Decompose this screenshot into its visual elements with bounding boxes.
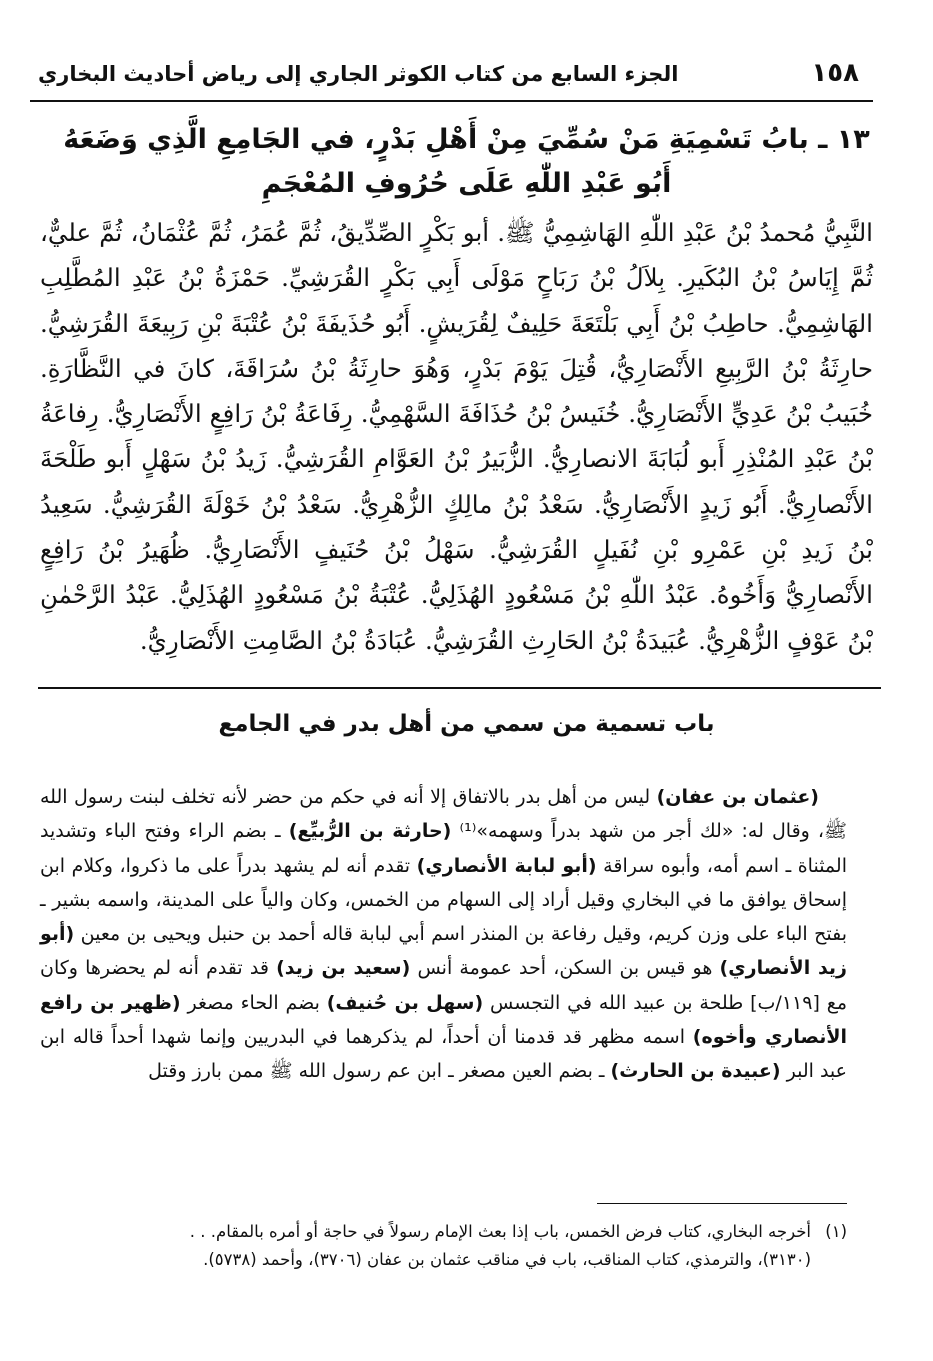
footnote-number: (١) [825, 1222, 847, 1241]
running-header [30, 52, 873, 102]
commentary-bold-term: (سعيد بن زيد) [276, 957, 411, 980]
commentary-paragraph [40, 780, 847, 1089]
section-heading: باب تسمية من سمي من أهل بدر في الجامع [218, 711, 715, 737]
commentary-bold-term: (عثمان بن عفان) [656, 786, 819, 808]
footnote-rule [597, 1203, 847, 1204]
footnote-line-1 [40, 1218, 847, 1246]
section-divider [38, 687, 881, 689]
matn-text: النَّبِيُّ مُحمدُ بْنُ عَبْدِ اللّٰهِ الهَاشِمِيُّ ﷺ. أبو بَكْرٍ الصِّدِّيقُ، ثُمَّ عُمَرُ، ثُمَّ عُثْمَانُ، ثُمَّ عليٌّ، ثُمَّ إِيَاسُ بْنُ البُكَيرِ. بِلاَلُ بْنُ رَبَاحٍ مَوْلَى أَبِي بَكْرٍ القُرَشِيِّ. حَمْزَةُ بْنُ عَبْدِ المُطَّلِبِ الهَاشِمِيُّ. حاطِبُ بْنُ أَبِي بَلْتَعَةَ حَلِيفٌ لِقُرَيشٍ. أَبُو حُذَيفَةَ بْنُ عُتْبَةَ بْنِ رَبِيعَةَ القُرَشِيُّ. حارِثَةُ بْنُ الرَّبِيعِ الأَنْصَارِيُّ، قُتِلَ يَوْمَ بَدْرٍ، وَهُوَ حارِثَةُ بْنُ سُرَاقَةَ، كانَ في النَّظَّارَةِ. خُبَيبُ بْنُ عَدِيٍّ الأَنْصَارِيُّ. خُنَيسُ بْنُ حُذَافَةَ السَّهْمِيُّ. رِفَاعَةُ بْنُ رَافِعٍ الأَنْصَارِيُّ. رِفاعَةُ بْنُ عَبْدِ المُنْذِرِ أَبو لُبَابَةَ الانصارِيُّ. الزُّبَيرُ بْنُ العَوَّامِ القُرَشِيُّ. زَيدُ بْنُ سَهْلٍ أَبو طَلْحَةَ الأَنْصارِيُّ. أَبُو زَيدٍ الأَنْصَارِيُّ. سَعْدُ بْنُ مالِكٍ الزُّهْرِيُّ. سَعْدُ بْنُ خَوْلَةَ القُرَشِيُّ. سَعِيدُ بْنُ زَيدِ بْنِ عَمْرِو بْنِ نُفَيلٍ القُرَشِيُّ. سَهْلُ بْنُ حُنَيفٍ الأَنْصَارِيُّ. ظُهَيرُ بْنُ رَافِعٍ الأَنْصارِيُّ وَأَخُوهُ. عَبْدُ اللّٰهِ بْنُ مَسْعُودٍ الهُذَلِيُّ. عُتْبَةُ بْنُ مَسْعُودٍ الهُذَلِيُّ. عَبْدُ الرَّحْمٰنِ بْنُ عَوْفٍ الزُّهْرِيُّ. عُبَيدَةُ بْنُ الحَارِثِ القُرَشِيُّ. عُبَادَةُ بْنُ الصَّامِتِ الأَنْصَارِيُّ. [40, 218, 873, 655]
commentary-bold-term: (أبو زيد الأنصاري) [40, 923, 847, 980]
commentary-bold-term: (عبيدة بن الحارث) [610, 1060, 781, 1083]
chapter-title-line-2: أَبُو عَبْدِ اللّٰهِ عَلَى حُرُوفِ المُعْجَمِ [261, 168, 672, 199]
commentary-text: ـ بضم الراء وفتح الباء وتشديد المثناة ـ اسم أمه، وأبوه سراقة [40, 820, 847, 877]
page-number: ١٥٨ [811, 58, 859, 88]
commentary-text: اسمه مظهر قد قدمنا أن أحداً، لم يذكرهما في البدريين وإنما شهدا أحداً قاله ابن عبد البر [40, 1026, 847, 1083]
chapter-heading [40, 118, 893, 206]
commentary-body [40, 780, 847, 1089]
commentary-text: ليس من أهل بدر بالاتفاق إلا أنه في حكم من حضر لأنه تخلف لبنت رسول الله ﷺ، وقال له: «لك أجر من شهد بدراً وسهمه»⁽¹⁾ [40, 786, 848, 843]
commentary-bold-term: (سهل بن حُنيف) [326, 991, 484, 1014]
commentary-text: ـ بضم العين مصغر ـ ابن عم رسول الله ﷺ ممن بارز وقتل [148, 1060, 611, 1083]
commentary-text: بضم الحاء مصغر [180, 991, 327, 1014]
book-title: الجزء السابع من كتاب الكوثر الجاري إلى رياض أحاديث البخاري [38, 62, 679, 86]
commentary-bold-term: (ظهير بن رافع الأنصاري وأخوه) [40, 991, 848, 1049]
commentary-text: قد تقدم أنه لم يحضرها وكان مع [١١٩/ب] طلحة بن عبيد الله في التجسس [40, 957, 847, 1014]
commentary-bold-term: (أبو لبابة الأنصاري) [416, 854, 597, 877]
footnote-line-2: (٣١٣٠)، والترمذي، كتاب المناقب، باب في مناقب عثمان بن عفان (٣٧٠٦)، وأحمد (٥٧٣٨). [203, 1250, 811, 1269]
commentary-text: تقدم أنه لم يشهد بدراً على ما ذكروا، وكلام ابن إسحاق يوافق ما في البخاري وقيل أراد إلى السهام من الخمس، وكان والياً على المدينة، واسمه بشير ـ بفتح الباء على وزن كريم، وقيل رفاعة بن المنذر اسم أبي لبابة قاله أحمد بن حنبل ويحيى بن معين [40, 854, 847, 946]
commentary-text: هو قيس بن السكن، أحد عمومة أنس [410, 957, 720, 980]
footnote-text-1: أخرجه البخاري، كتاب فرض الخمس، باب إذا بعث الإمام رسولاً في حاجة أو أمره بالمقام. . . [189, 1222, 811, 1241]
footnote [40, 1218, 847, 1274]
commentary-bold-term: (حارثة بن الرُّبيِّع) [288, 820, 452, 843]
chapter-title-line-1: ١٣ ـ بابُ تَسْمِيَةِ مَنْ سُمِّيَ مِنْ أَهْلِ بَدْرٍ، في الجَامِعِ الَّذِي وَضَعَهُ [63, 124, 870, 155]
